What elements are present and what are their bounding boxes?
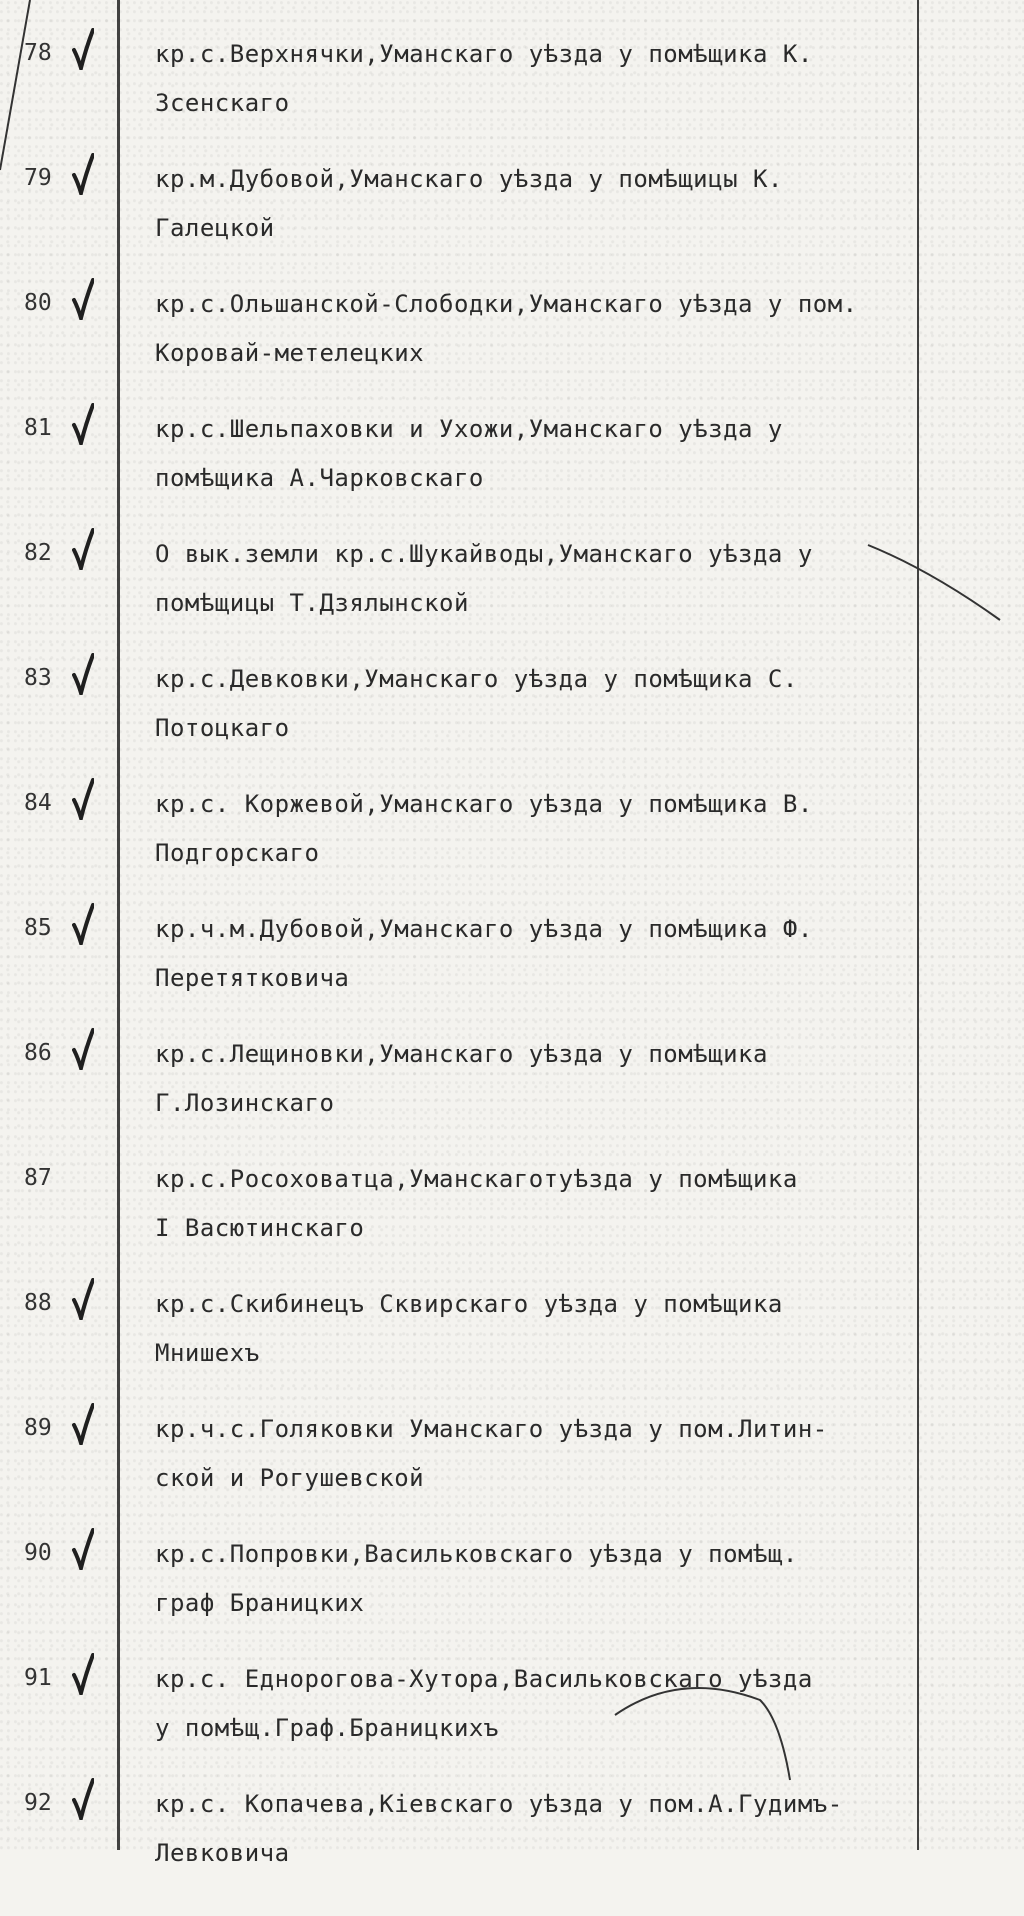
entry-row xyxy=(0,290,1024,416)
entry-row xyxy=(0,415,1024,541)
checkmark-icon xyxy=(72,153,94,195)
entry-number: 87 xyxy=(24,1165,52,1191)
checkmark-icon xyxy=(72,1653,94,1695)
entry-text-line-1: кр.с.Шельпаховки и Ухожи,Уманскаго уѣзда у xyxy=(155,415,783,443)
entry-row xyxy=(0,165,1024,291)
entry-text-line-2: помѣщика А.Чарковскаго xyxy=(155,464,484,492)
checkmark-icon xyxy=(72,1028,94,1070)
entry-number: 89 xyxy=(24,1415,52,1441)
checkmark-icon xyxy=(72,653,94,695)
entry-text-line-1: кр.с.Лещиновки,Уманскаго уѣзда у помѣщика xyxy=(155,1040,768,1068)
checkmark-icon xyxy=(72,403,94,445)
entry-text-line-1: кр.с.Ольшанской-Слободки,Уманскаго уѣзда у пом. xyxy=(155,290,858,318)
entry-text-line-1: кр.ч.с.Голяковки Уманскаго уѣзда у пом.Литин- xyxy=(155,1415,828,1443)
entry-text-line-1: кр.м.Дубовой,Уманскаго уѣзда у помѣщицы К. xyxy=(155,165,783,193)
entry-text-line-1: кр.с.Росоховатца,Уманскаготуѣзда у помѣщика xyxy=(155,1165,798,1193)
entry-number: 84 xyxy=(24,790,52,816)
entry-text-line-2: Галецкой xyxy=(155,214,275,242)
entry-row xyxy=(0,540,1024,666)
entry-text-line-2: I Васютинскаго xyxy=(155,1214,365,1242)
entry-row xyxy=(0,1665,1024,1791)
entry-text-line-2: у помѣщ.Граф.Браницкихъ xyxy=(155,1714,499,1742)
entry-row xyxy=(0,915,1024,1041)
entry-number: 91 xyxy=(24,1665,52,1691)
checkmark-icon xyxy=(72,1278,94,1320)
entry-number: 92 xyxy=(24,1790,52,1816)
entry-text-line-2: ской и Рогушевской xyxy=(155,1464,425,1492)
entry-text-line-2: Подгорскаго xyxy=(155,839,320,867)
entry-text-line-1: О вык.земли кр.с.Шукайводы,Уманскаго уѣзда у xyxy=(155,540,813,568)
entry-text-line-1: кр.с. Коржевой,Уманскаго уѣзда у помѣщика В. xyxy=(155,790,813,818)
entry-number: 80 xyxy=(24,290,52,316)
entry-row xyxy=(0,1290,1024,1416)
entry-row xyxy=(0,40,1024,166)
checkmark-icon xyxy=(72,1403,94,1445)
checkmark-icon xyxy=(72,278,94,320)
checkmark-icon xyxy=(72,528,94,570)
entry-number: 86 xyxy=(24,1040,52,1066)
checkmark-icon xyxy=(72,1778,94,1820)
entry-number: 82 xyxy=(24,540,52,566)
entry-number: 79 xyxy=(24,165,52,191)
entry-text-line-2: Г.Лозинскаго xyxy=(155,1089,335,1117)
entry-row xyxy=(0,665,1024,791)
checkmark-icon xyxy=(72,1528,94,1570)
entry-text-line-2: граф Браницких xyxy=(155,1589,365,1617)
entry-number: 90 xyxy=(24,1540,52,1566)
entry-row xyxy=(0,1790,1024,1916)
checkmark-icon xyxy=(72,28,94,70)
entry-text-line-1: кр.с.Попровки,Васильковскаго уѣзда у помѣщ. xyxy=(155,1540,798,1568)
entry-number: 85 xyxy=(24,915,52,941)
entry-number: 81 xyxy=(24,415,52,441)
entry-row xyxy=(0,1415,1024,1541)
entry-text-line-2: Левковича xyxy=(155,1839,290,1867)
entry-text-line-2: Коровай-метелецких xyxy=(155,339,425,367)
entry-text-line-1: кр.с. Еднорогова-Хутора,Васильковскаго уѣзда xyxy=(155,1665,813,1693)
checkmark-icon xyxy=(72,903,94,945)
entry-text-line-1: кр.ч.м.Дубовой,Уманскаго уѣзда у помѣщика Ф. xyxy=(155,915,813,943)
checkmark-icon xyxy=(72,778,94,820)
entry-text-line-2: Зсенскаго xyxy=(155,89,290,117)
entry-row xyxy=(0,1165,1024,1291)
entry-row xyxy=(0,1040,1024,1166)
entry-text-line-1: кр.с.Скибинецъ Сквирскаго уѣзда у помѣщика xyxy=(155,1290,783,1318)
entry-number: 88 xyxy=(24,1290,52,1316)
entry-text-line-2: Потоцкаго xyxy=(155,714,290,742)
entry-row xyxy=(0,790,1024,916)
entry-text-line-2: Перетятковича xyxy=(155,964,350,992)
entry-text-line-2: помѣщицы Т.Дзялынской xyxy=(155,589,469,617)
entry-text-line-1: кр.с.Верхнячки,Уманскаго уѣзда у помѣщика К. xyxy=(155,40,813,68)
entry-text-line-1: кр.с.Девковки,Уманскаго уѣзда у помѣщика С. xyxy=(155,665,798,693)
entry-row xyxy=(0,1540,1024,1666)
entry-number: 78 xyxy=(24,40,52,66)
entry-number: 83 xyxy=(24,665,52,691)
entry-text-line-1: кр.с. Копачева,Кіевскаго уѣзда у пом.А.Гудимъ- xyxy=(155,1790,843,1818)
entry-text-line-2: Мнишехъ xyxy=(155,1339,260,1367)
